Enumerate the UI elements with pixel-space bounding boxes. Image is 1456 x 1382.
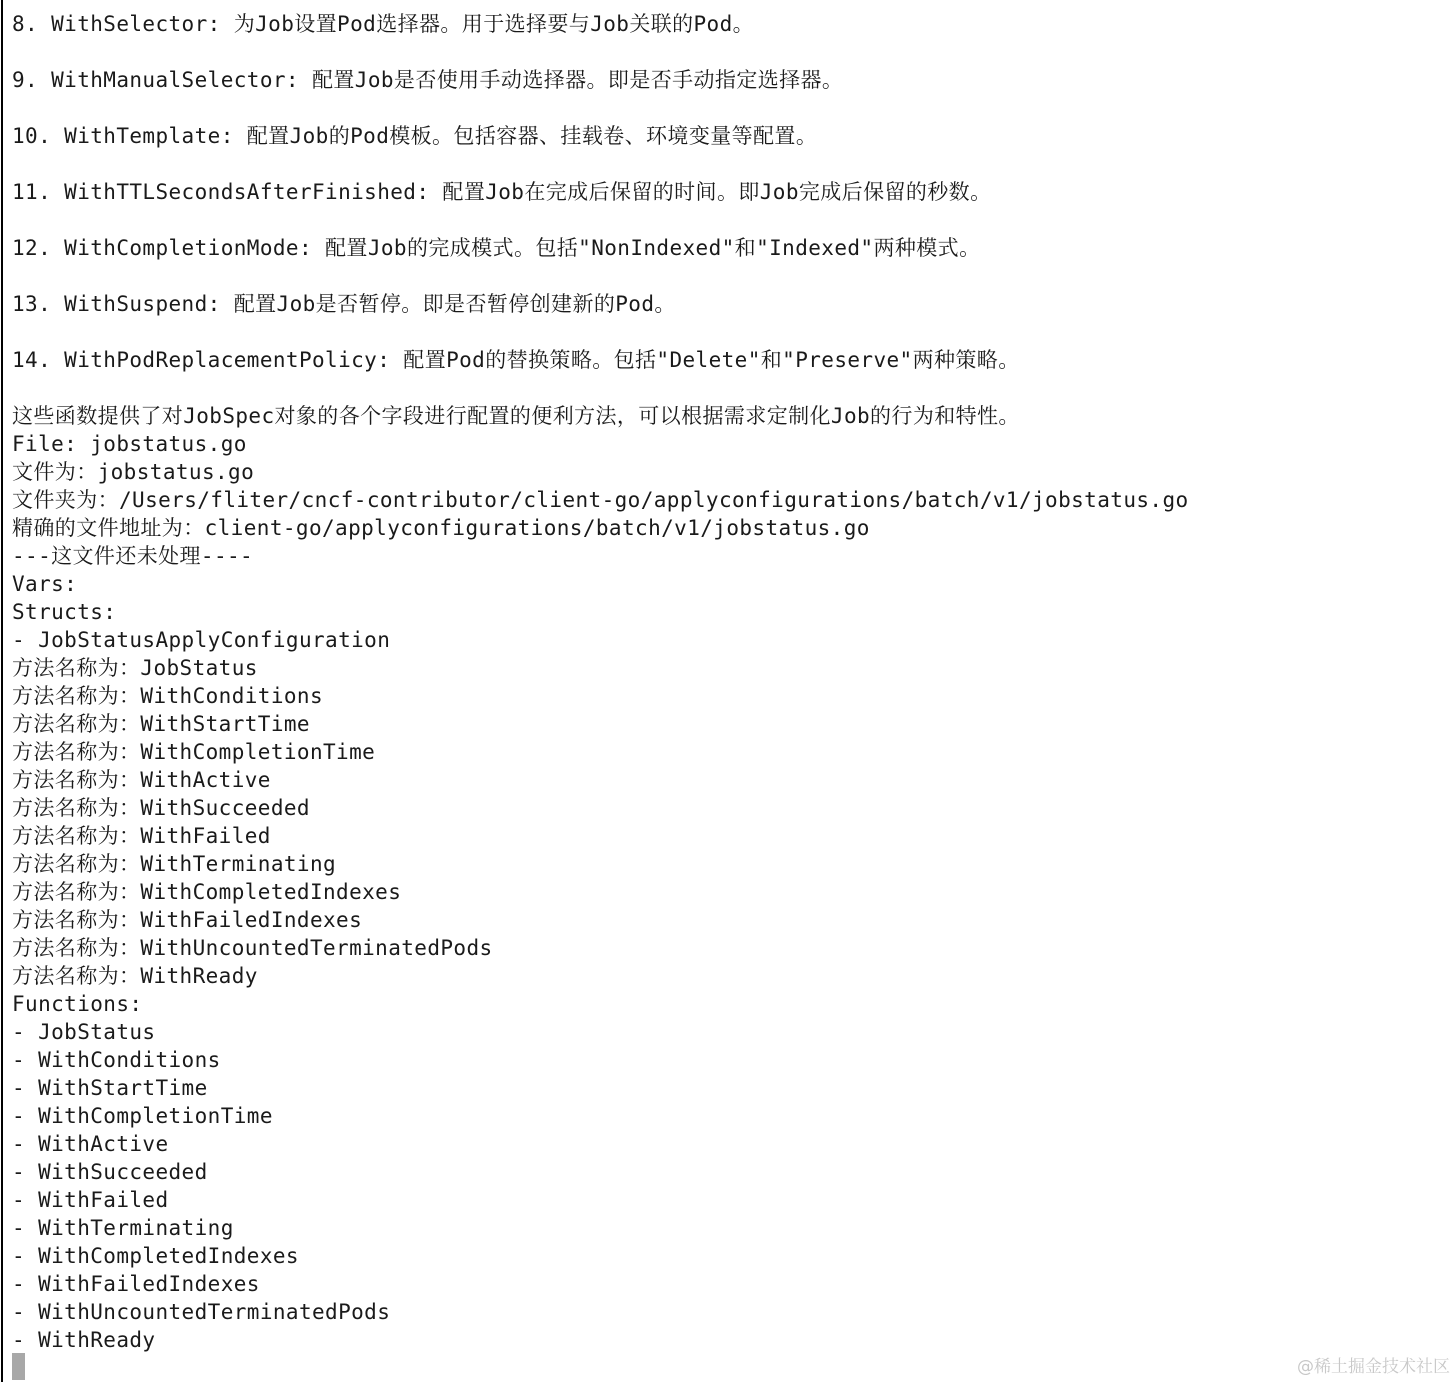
output-line: - JobStatus: [12, 1020, 156, 1044]
output-line: 方法名称为：WithFailed: [12, 824, 271, 848]
output-line: - JobStatusApplyConfiguration: [12, 628, 391, 652]
output-line: - WithStartTime: [12, 1076, 208, 1100]
output-line: 文件为：jobstatus.go: [12, 460, 255, 484]
output-line: 方法名称为：WithTerminating: [12, 852, 337, 876]
output-line: 方法名称为：WithReady: [12, 964, 258, 988]
output-line: 方法名称为：WithUncountedTerminatedPods: [12, 936, 493, 960]
output-line: - WithConditions: [12, 1048, 221, 1072]
output-line: 方法名称为：WithActive: [12, 768, 271, 792]
output-line: - WithFailedIndexes: [12, 1272, 260, 1296]
output-line: 9. WithManualSelector: 配置Job是否使用手动选择器。即是否手动指定选择器。: [12, 68, 844, 92]
output-line: File: jobstatus.go: [12, 432, 247, 456]
output-line: - WithReady: [12, 1328, 156, 1352]
output-line: 11. WithTTLSecondsAfterFinished: 配置Job在完成后保留的时间。即Job完成后保留的秒数。: [12, 180, 992, 204]
text-cursor: [12, 1353, 25, 1380]
output-line: - WithTerminating: [12, 1216, 234, 1240]
output-line: 方法名称为：WithCompletedIndexes: [12, 880, 402, 904]
output-line: 方法名称为：WithSucceeded: [12, 796, 310, 820]
output-line: 方法名称为：JobStatus: [12, 656, 258, 680]
output-line: 文件夹为：/Users/fliter/cncf-contributor/client-go/applyconfigurations/batch/v1/jobstatus.go: [12, 488, 1189, 512]
output-line: - WithSucceeded: [12, 1160, 208, 1184]
output-line: - WithActive: [12, 1132, 169, 1156]
output-line: 精确的文件地址为：client-go/applyconfigurations/batch/v1/jobstatus.go: [12, 516, 870, 540]
output-line: Functions:: [12, 992, 143, 1016]
output-line: Vars:: [12, 572, 78, 596]
output-line: - WithFailed: [12, 1188, 169, 1212]
output-line: - WithCompletedIndexes: [12, 1244, 299, 1268]
output-line: 方法名称为：WithConditions: [12, 684, 324, 708]
output-line: 方法名称为：WithCompletionTime: [12, 740, 376, 764]
output-line: 12. WithCompletionMode: 配置Job的完成模式。包括"NonIndexed"和"Indexed"两种模式。: [12, 236, 981, 260]
output-line: 14. WithPodReplacementPolicy: 配置Pod的替换策略。包括"Delete"和"Preserve"两种策略。: [12, 348, 1020, 372]
output-line: 这些函数提供了对JobSpec对象的各个字段进行配置的便利方法，可以根据需求定制化Job的行为和特性。: [12, 404, 1020, 428]
output-line: 8. WithSelector: 为Job设置Pod选择器。用于选择要与Job关联的Pod。: [12, 12, 755, 36]
output-line: - WithCompletionTime: [12, 1104, 273, 1128]
output-line: 13. WithSuspend: 配置Job是否暂停。即是否暂停创建新的Pod。: [12, 292, 676, 316]
output-line: Structs:: [12, 600, 117, 624]
output-line: 方法名称为：WithFailedIndexes: [12, 908, 363, 932]
output-line: 方法名称为：WithStartTime: [12, 712, 310, 736]
output-line: - WithUncountedTerminatedPods: [12, 1300, 391, 1324]
watermark: @稀土掘金技术社区: [1297, 1357, 1450, 1377]
left-border: [1, 0, 3, 1382]
output-line: 10. WithTemplate: 配置Job的Pod模板。包括容器、挂载卷、环境变量等配置。: [12, 124, 818, 148]
output-line: ---这文件还未处理----: [12, 544, 254, 568]
